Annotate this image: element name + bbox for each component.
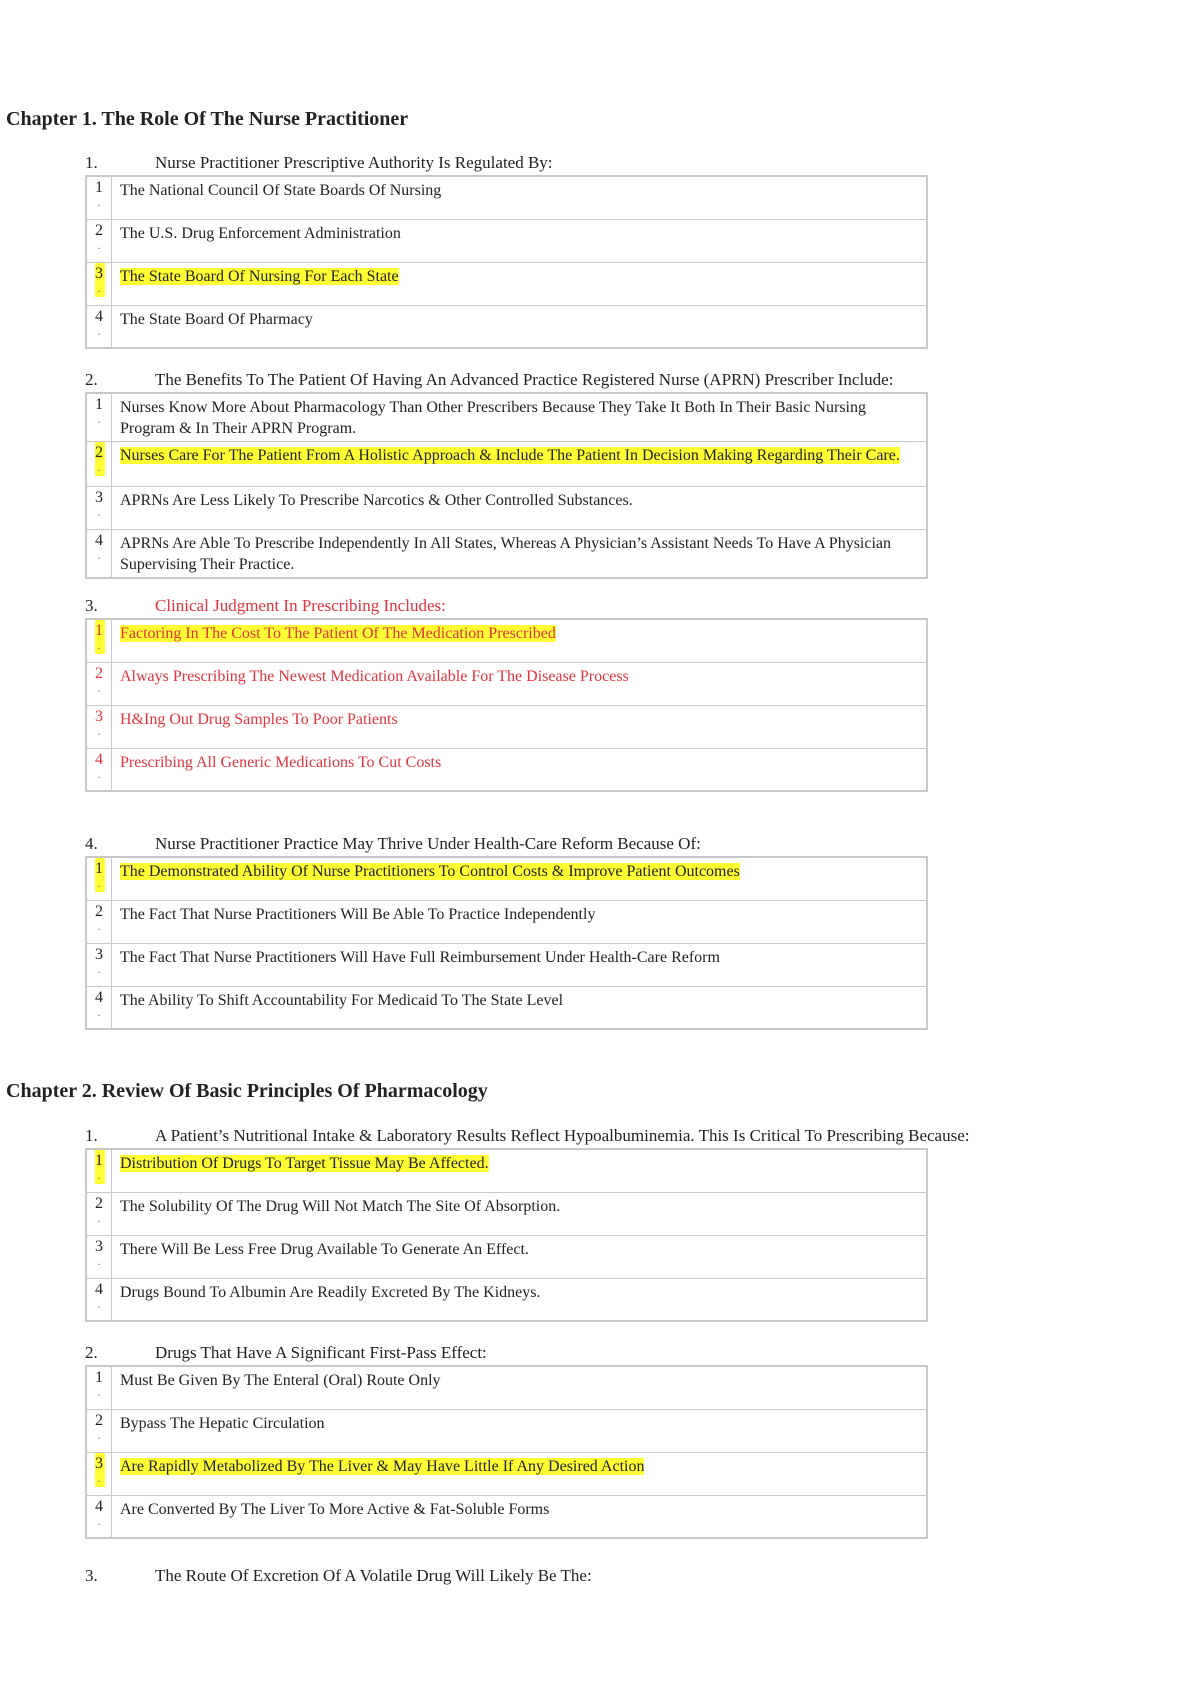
option-text-highlighted: Are Rapidly Metabolized By The Liver & May Have Little If Any Desired Action [120, 1457, 645, 1475]
option-text: Must Be Given By The Enteral (Oral) Route Only [112, 1366, 928, 1409]
question-number: 1. [85, 153, 98, 172]
option-text: The Fact That Nurse Practitioners Will Have Full Reimbursement Under Health-Care Reform [112, 943, 928, 986]
option-text: Are Converted By The Liver To More Active & Fat-Soluble Forms [112, 1495, 928, 1538]
option-text: The National Council Of State Boards Of Nursing [112, 176, 928, 219]
option-text-highlighted: Nurses Care For The Patient From A Holistic Approach & Include The Patient In Decision Making Regarding Their Care. [120, 447, 900, 464]
question-number: 2. [85, 370, 98, 389]
answer-options-table [85, 1365, 928, 1539]
answer-option-correct[interactable]: 1 . Distribution Of Drugs To Target Tissue May Be Affected. [86, 1149, 927, 1192]
option-number: 1 [95, 179, 103, 196]
option-number: 3 [95, 1454, 103, 1472]
answer-option-correct[interactable]: 3 . The State Board Of Nursing For Each State [86, 262, 927, 305]
answer-option-correct[interactable]: 1 . Factoring In The Cost To The Patient Of The Medication Prescribed [86, 619, 927, 662]
option-number: 3 [95, 1237, 103, 1255]
question-text: The Route Of Excretion Of A Volatile Drug Will Likely Be The: [155, 1566, 592, 1585]
question-number: 1. [85, 1126, 98, 1145]
question-block [85, 1343, 928, 1539]
question-block [85, 596, 928, 792]
answer-options-table [85, 392, 928, 579]
answer-options-table [85, 618, 928, 792]
option-text: APRNs Are Able To Prescribe Independently In All States, Whereas A Physician’s Assistant Needs To Have A Physician Supervising Their Practice. [112, 530, 928, 579]
answer-option[interactable]: 3 . APRNs Are Less Likely To Prescribe Narcotics & Other Controlled Substances. [86, 487, 927, 530]
answer-option[interactable]: 3 . H&Ing Out Drug Samples To Poor Patients [86, 705, 927, 748]
answer-option[interactable]: 4 . Are Converted By The Liver To More Active & Fat-Soluble Forms [86, 1495, 927, 1538]
option-text: There Will Be Less Free Drug Available To Generate An Effect. [112, 1235, 928, 1278]
option-text: APRNs Are Less Likely To Prescribe Narcotics & Other Controlled Substances. [112, 487, 928, 530]
answer-options-table [85, 856, 928, 1030]
answer-option[interactable]: 2 . Bypass The Hepatic Circulation [86, 1409, 927, 1452]
option-number: 4 [95, 1280, 103, 1298]
option-number: 3 [95, 707, 103, 725]
chapter-title: Chapter 1. The Role Of The Nurse Practitioner [6, 108, 409, 130]
question-block [85, 153, 928, 349]
answer-option-correct[interactable]: 1 . The Demonstrated Ability Of Nurse Practitioners To Control Costs & Improve Patient Outcomes [86, 857, 927, 900]
option-number: 4 [95, 532, 103, 549]
option-number: 4 [95, 1497, 103, 1515]
option-number: 2 [95, 664, 103, 682]
question-text: Drugs That Have A Significant First-Pass Effect: [155, 1343, 487, 1362]
option-text: The Ability To Shift Accountability For Medicaid To The State Level [112, 986, 928, 1029]
option-number: 2 [95, 1411, 103, 1429]
option-text: H&Ing Out Drug Samples To Poor Patients [112, 705, 928, 748]
question-text: The Benefits To The Patient Of Having An Advanced Practice Registered Nurse (APRN) Prescriber Include: [155, 370, 894, 389]
answer-option[interactable]: 4 . The State Board Of Pharmacy [86, 305, 927, 348]
answer-option[interactable]: 3 . The Fact That Nurse Practitioners Will Have Full Reimbursement Under Health-Care Reform [86, 943, 927, 986]
question-number: 4. [85, 834, 98, 853]
option-number: 4 [95, 750, 103, 768]
option-number: 1 [95, 396, 103, 413]
option-number: 3 [95, 264, 103, 282]
question-text: A Patient’s Nutritional Intake & Laboratory Results Reflect Hypoalbuminemia. This Is Critical To Prescribing Because: [155, 1126, 970, 1145]
option-number: 2 [95, 1194, 103, 1212]
option-number: 1 [95, 1152, 103, 1169]
option-text-highlighted: Factoring In The Cost To The Patient Of The Medication Prescribed [120, 625, 556, 642]
answer-option[interactable]: 2 . The Fact That Nurse Practitioners Will Be Able To Practice Independently [86, 900, 927, 943]
question-number: 2. [85, 1343, 98, 1362]
answer-options-table [85, 175, 928, 349]
option-number: 1 [95, 1369, 103, 1386]
answer-option[interactable]: 1 . Must Be Given By The Enteral (Oral) Route Only [86, 1366, 927, 1409]
option-number: 2 [95, 444, 103, 461]
answer-option-correct[interactable]: 3 . Are Rapidly Metabolized By The Liver & May Have Little If Any Desired Action [86, 1452, 927, 1495]
option-number: 4 [95, 988, 103, 1006]
answer-option[interactable]: 1 . Nurses Know More About Pharmacology Than Other Prescribers Because They Take It Both In Their Basic Nursing Program & In Their APRN Program. [86, 393, 927, 442]
option-text-highlighted: Distribution Of Drugs To Target Tissue May Be Affected. [120, 1155, 489, 1172]
option-number: 3 [95, 489, 103, 506]
option-text: The Fact That Nurse Practitioners Will Be Able To Practice Independently [112, 900, 928, 943]
option-number: 1 [95, 860, 103, 877]
question-block [85, 370, 928, 579]
question-text: Nurse Practitioner Prescriptive Authority Is Regulated By: [155, 153, 553, 172]
answer-option[interactable]: 4 . Drugs Bound To Albumin Are Readily Excreted By The Kidneys. [86, 1278, 927, 1321]
option-text-highlighted: The State Board Of Nursing For Each State [120, 267, 399, 285]
chapter-title: Chapter 2. Review Of Basic Principles Of Pharmacology [6, 1080, 488, 1102]
question-block [85, 1126, 970, 1322]
answer-options-table [85, 1148, 928, 1322]
answer-option[interactable]: 4 . Prescribing All Generic Medications To Cut Costs [86, 748, 927, 791]
option-text-highlighted: The Demonstrated Ability Of Nurse Practitioners To Control Costs & Improve Patient Outcomes [120, 863, 740, 880]
answer-option[interactable]: 1 . The National Council Of State Boards Of Nursing [86, 176, 927, 219]
option-text: Bypass The Hepatic Circulation [112, 1409, 928, 1452]
option-number: 2 [95, 902, 103, 920]
answer-option[interactable]: 3 . There Will Be Less Free Drug Available To Generate An Effect. [86, 1235, 927, 1278]
option-number: 1 [95, 622, 103, 639]
option-number: 3 [95, 945, 103, 963]
question-text: Nurse Practitioner Practice May Thrive Under Health-Care Reform Because Of: [155, 834, 701, 853]
option-number: 4 [95, 307, 103, 325]
question-text: Clinical Judgment In Prescribing Includes: [155, 596, 446, 615]
option-text: The State Board Of Pharmacy [112, 305, 928, 348]
question-number: 3. [85, 1566, 98, 1585]
option-text: Nurses Know More About Pharmacology Than Other Prescribers Because They Take It Both In Their Basic Nursing Program & In Their APRN Program. [112, 393, 928, 442]
answer-option[interactable]: 2 . The U.S. Drug Enforcement Administration [86, 219, 927, 262]
answer-option-correct[interactable]: 2 . Nurses Care For The Patient From A Holistic Approach & Include The Patient In Decision Making Regarding Their Care. [86, 442, 927, 487]
answer-option[interactable]: 4 . The Ability To Shift Accountability For Medicaid To The State Level [86, 986, 927, 1029]
option-text: The U.S. Drug Enforcement Administration [112, 219, 928, 262]
option-text: Always Prescribing The Newest Medication Available For The Disease Process [112, 662, 928, 705]
answer-option[interactable]: 2 . The Solubility Of The Drug Will Not Match The Site Of Absorption. [86, 1192, 927, 1235]
option-text: The Solubility Of The Drug Will Not Match The Site Of Absorption. [112, 1192, 928, 1235]
option-number: 2 [95, 221, 103, 239]
question-block [85, 834, 928, 1030]
option-text: Drugs Bound To Albumin Are Readily Excreted By The Kidneys. [112, 1278, 928, 1321]
question-number: 3. [85, 596, 98, 615]
option-text: Prescribing All Generic Medications To Cut Costs [112, 748, 928, 791]
answer-option[interactable]: 2 . Always Prescribing The Newest Medication Available For The Disease Process [86, 662, 927, 705]
answer-option[interactable]: 4 . APRNs Are Able To Prescribe Independently In All States, Whereas A Physician’s Assistant Needs To Have A Physician Supervising Their Practice. [86, 530, 927, 579]
